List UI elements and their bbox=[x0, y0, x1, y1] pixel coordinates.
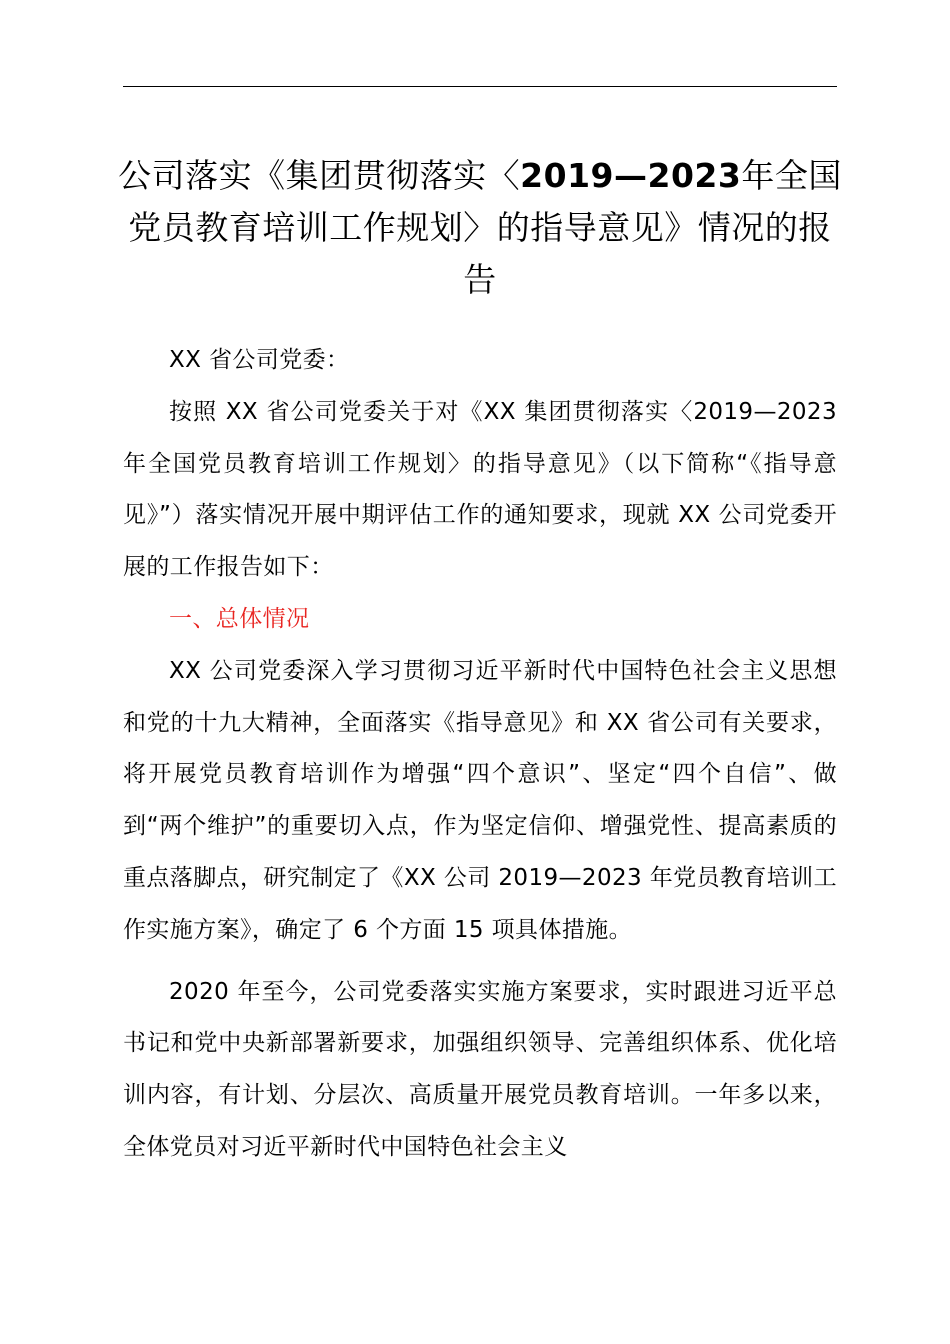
header-rule bbox=[123, 86, 837, 87]
overall-paragraph-1: XX 公司党委深入学习贯彻习近平新时代中国特色社会主义思想和党的十九大精神，全面落实《指导意见》和 XX 省公司有关要求，将开展党员教育培训作为增强“四个意识”、坚定“四个自信”、做到“两个维护”的重要切入点，作为坚定信仰、增强党性、提高素质的重点落脚点，研究制定了《XX 公司 2019—2023 年党员教育培训工作实施方案》，确定了 6 个方面 15 项具体措施。 bbox=[123, 657, 837, 943]
title-part-1: 公司落实《集团贯彻落实〈 bbox=[118, 156, 521, 195]
title-years: 2019—2023 bbox=[520, 156, 742, 195]
salutation: XX 省公司党委： bbox=[169, 347, 350, 373]
document-title bbox=[118, 150, 842, 306]
overall-paragraph-2: 2020 年至今，公司党委落实实施方案要求，实时跟进习近平总书记和党中央新部署新要求，加强组织领导、完善组织体系、优化培训内容，有计划、分层次、高质量开展党员教育培训。一年多以来，全体党员对习近平新时代中国特色社会主义 bbox=[123, 978, 837, 1160]
section-heading-overall: 一、总体情况 bbox=[169, 605, 310, 632]
intro-paragraph: 按照 XX 省公司党委关于对《XX 集团贯彻落实〈2019—2023 年全国党员教育培训工作规划〉的指导意见》（以下简称“《指导意见》”）落实情况开展中期评估工作的通知要求，现就 XX 公司党委开展的工作报告如下： bbox=[123, 398, 837, 581]
title-part-3: 年全国党员教育培训工作规划〉的指导意见》情况的报告 bbox=[128, 156, 842, 299]
document-body bbox=[123, 335, 837, 1174]
